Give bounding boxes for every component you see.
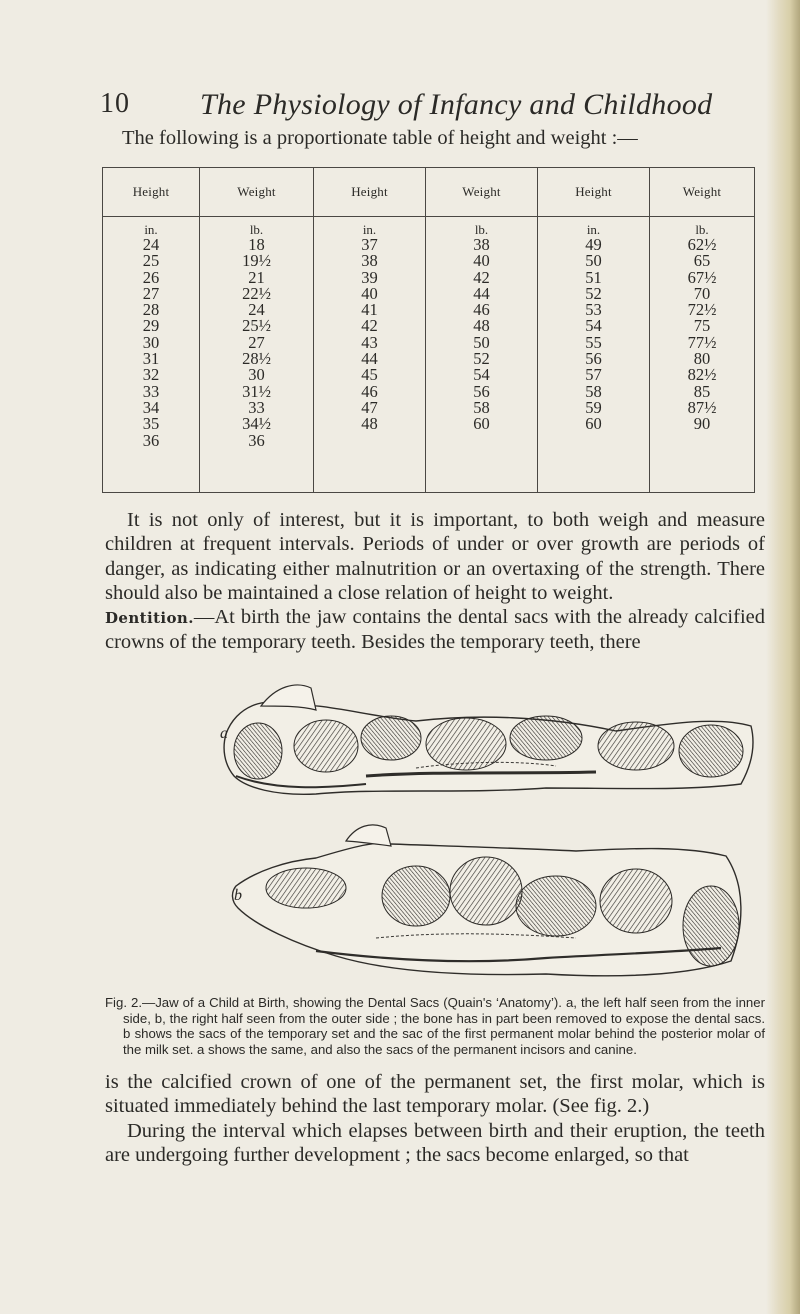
table-cell: 49 xyxy=(585,235,602,254)
table-cell: 85 xyxy=(693,381,711,401)
table-cell: 65 xyxy=(693,251,711,271)
table-cell: 59 xyxy=(585,397,602,417)
table-cell: 54 xyxy=(473,365,490,385)
table-cell: 50 xyxy=(473,332,490,352)
table-cell: 58 xyxy=(473,397,490,417)
unit-label: lb. xyxy=(249,222,264,237)
dentition-heading: Dentition. xyxy=(105,609,194,627)
height-weight-table xyxy=(102,167,754,493)
table-cell: 25 xyxy=(142,251,160,271)
paragraph-dentition xyxy=(105,605,765,655)
table-cell: 32 xyxy=(142,365,160,385)
table-cell: 51 xyxy=(585,267,602,287)
table-cell: 31½ xyxy=(242,381,271,401)
col-header-weight-2: Weight xyxy=(426,168,538,217)
table-cell: 56 xyxy=(473,381,490,401)
table-cell: 53 xyxy=(585,300,602,320)
table-cell: 87½ xyxy=(687,397,717,417)
table-cell: 30 xyxy=(142,332,160,352)
col-header-height-3: Height xyxy=(538,168,650,217)
table-cell: 62½ xyxy=(687,235,717,254)
jaw-a-drawing xyxy=(224,685,753,794)
unit-label: in. xyxy=(144,222,158,237)
table-cell: 25½ xyxy=(242,316,271,336)
table-cell: 44 xyxy=(473,283,490,303)
table-cell: 30 xyxy=(248,365,265,385)
table-cell: 54 xyxy=(585,316,602,336)
unit-label: lb. xyxy=(474,222,489,237)
table-cell: 60 xyxy=(585,414,602,434)
table-cell: 28½ xyxy=(242,349,271,369)
col-header-weight-3: Weight xyxy=(650,168,755,217)
table-cell: 33 xyxy=(142,381,160,401)
table-cell: 37 xyxy=(361,235,378,254)
table-cell: 55 xyxy=(585,332,602,352)
table-cell: 50 xyxy=(585,251,602,271)
table-cell: 46 xyxy=(361,381,378,401)
table-cell: 34 xyxy=(142,397,160,417)
dentition-text: —At birth the jaw contains the dental sacs with the already calcified crowns of the temporary teeth. Besides the temporary teeth, there xyxy=(105,606,765,654)
table-cell: 42 xyxy=(473,267,490,287)
table-cell: 26 xyxy=(142,267,160,287)
table-cell: 19½ xyxy=(242,251,271,271)
table-cell: 21 xyxy=(248,267,265,287)
page-number: 10 xyxy=(100,88,130,119)
table-cell: 52 xyxy=(585,283,602,303)
table-cell: 90 xyxy=(693,414,711,434)
running-head xyxy=(100,88,760,124)
table-cell: 22½ xyxy=(242,283,271,303)
col-header-height-2: Height xyxy=(314,168,426,217)
figure-caption xyxy=(105,995,765,1057)
unit-label: lb. xyxy=(695,222,709,237)
table-cell: 56 xyxy=(585,349,602,369)
table-cell: 77½ xyxy=(687,332,717,352)
jaw-figure xyxy=(216,676,758,1006)
table-cell: 48 xyxy=(361,414,378,434)
table-cell: 46 xyxy=(473,300,490,320)
table-cell: 40 xyxy=(361,283,378,303)
table-cell: 82½ xyxy=(687,365,717,385)
table-column-weight-3 xyxy=(650,217,755,493)
figure-label-a: a xyxy=(220,725,228,742)
table-cell: 57 xyxy=(585,365,602,385)
table-cell: 40 xyxy=(473,251,490,271)
table-cell: 67½ xyxy=(687,267,717,287)
unit-label: in. xyxy=(362,222,377,237)
table-cell: 52 xyxy=(473,349,490,369)
unit-label: in. xyxy=(586,222,601,237)
table-cell: 60 xyxy=(473,414,490,434)
table-cell: 48 xyxy=(473,316,490,336)
book-title: The Physiology of Infancy and Childhood xyxy=(200,88,713,121)
col-header-height-1: Height xyxy=(103,168,200,217)
col-header-weight-1: Weight xyxy=(200,168,314,217)
paragraph-growth-measurement: It is not only of interest, but it is important, to both weigh and measure children at frequent intervals. Periods of under or over growth are periods of danger, as indicating either malnutrition or an overtaxing of the strength. There should also be maintained a close relation of height to weight. xyxy=(105,509,765,604)
figure-label-b: b xyxy=(234,887,242,904)
intro-sentence: The following is a proportionate table of height and weight :— xyxy=(122,127,638,149)
table-cell: 28 xyxy=(142,300,160,320)
table-cell: 36 xyxy=(248,430,265,450)
table-cell: 44 xyxy=(361,349,378,369)
table-cell: 36 xyxy=(142,430,160,450)
table-cell: 39 xyxy=(361,267,378,287)
table-cell: 45 xyxy=(361,365,378,385)
table-cell: 47 xyxy=(361,397,378,417)
table-cell: 58 xyxy=(585,381,602,401)
table-cell: 38 xyxy=(361,251,378,271)
table-cell: 43 xyxy=(361,332,378,352)
paragraph-first-molar: is the calcified crown of one of the permanent set, the first molar, which is situated immediately behind the last temporary molar. (See fig. 2.) xyxy=(105,1071,765,1118)
figure-caption-text: Fig. 2.—Jaw of a Child at Birth, showing the Dental Sacs (Quain's ‘Anatomy’). a, the left half seen from the inner side, b, the right half seen from the outer side ; the bone has in part been removed to expose the dental sacs. b shows the sacs of the temporary set and the sac of the first permanent molar behind the posterior molar of the milk set. a shows the same, and also the sacs of the permanent incisors and canine. xyxy=(105,995,765,1057)
table-cell: 38 xyxy=(473,235,490,254)
table-column-height-1 xyxy=(103,217,200,493)
table-column-height-2 xyxy=(314,217,426,493)
table-cell: 29 xyxy=(142,316,160,336)
table-cell: 18 xyxy=(248,235,265,254)
jaw-illustration xyxy=(216,676,758,1006)
table-cell: 42 xyxy=(361,316,378,336)
table-cell: 34½ xyxy=(242,414,271,434)
table-cell: 72½ xyxy=(687,300,717,320)
table-cell: 24 xyxy=(142,235,160,254)
table-cell: 80 xyxy=(693,349,711,369)
table-cell: 70 xyxy=(693,283,711,303)
table-cell: 33 xyxy=(248,397,265,417)
paragraph-development: During the interval which elapses between birth and their eruption, the teeth are undergoing further development ; the sacs become enlarged, so that xyxy=(105,1120,765,1167)
table-cell: 35 xyxy=(142,414,160,434)
table-cell: 41 xyxy=(361,300,378,320)
table-cell: 27 xyxy=(142,283,160,303)
table-column-weight-2 xyxy=(426,217,538,493)
table-cell: 75 xyxy=(693,316,711,336)
page-edge-shadow xyxy=(790,0,800,1314)
table-column-height-3 xyxy=(538,217,650,493)
table-column-weight-1 xyxy=(200,217,314,493)
jaw-b-drawing xyxy=(232,825,740,976)
table-cell: 24 xyxy=(248,300,265,320)
table-cell: 27 xyxy=(248,332,265,352)
table-cell: 31 xyxy=(142,349,160,369)
